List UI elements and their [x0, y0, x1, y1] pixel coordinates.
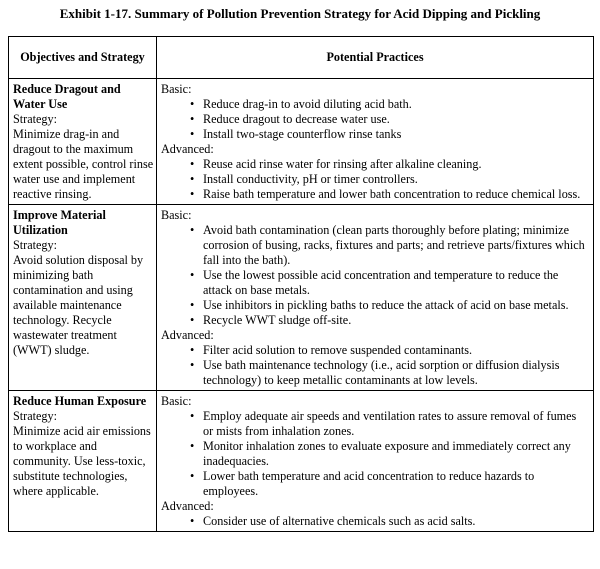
- objective-cell: [9, 79, 157, 205]
- basic-label: Basic:: [161, 82, 192, 96]
- strategy-label: Strategy:: [13, 409, 58, 423]
- basic-list: [161, 223, 589, 328]
- objective-title: Reduce Dragout and Water Use: [13, 82, 121, 111]
- advanced-label: Advanced:: [161, 142, 214, 156]
- list-item: • Use inhibitors in pickling baths to reduce the attack of acid on base metals.: [203, 298, 589, 313]
- list-item: • Avoid bath contamination (clean parts thoroughly before plating; minimize corrosion of busing, racks, fixtures and parts; and retrieve parts/fixtures which fall into the bath).: [203, 223, 589, 268]
- list-item: • Install conductivity, pH or timer controllers.: [203, 172, 589, 187]
- list-item: • Use the lowest possible acid concentration and temperature to reduce the attack on base metals.: [203, 268, 589, 298]
- list-item: • Recycle WWT sludge off-site.: [203, 313, 589, 328]
- list-item: • Monitor inhalation zones to evaluate exposure and immediately correct any inadequacies.: [203, 439, 589, 469]
- practices-cell: [157, 205, 594, 391]
- strategy-text: Avoid solution disposal by minimizing bath contamination and using available maintenance technology. Recycle wastewater treatment (WWT) sludge.: [13, 253, 144, 357]
- list-item: • Consider use of alternative chemicals such as acid salts.: [203, 514, 589, 529]
- table-row: [9, 79, 594, 205]
- strategy-label: Strategy:: [13, 238, 58, 252]
- basic-list: [161, 409, 589, 499]
- advanced-list: [161, 514, 589, 529]
- list-item: • Raise bath temperature and lower bath concentration to reduce chemical loss.: [203, 187, 589, 202]
- advanced-list: [161, 343, 589, 388]
- basic-label: Basic:: [161, 208, 192, 222]
- header-objectives-strategy: Objectives and Strategy: [9, 37, 157, 79]
- header-row: [9, 37, 594, 79]
- table-body: [9, 79, 594, 532]
- exhibit-title: Exhibit 1-17. Summary of Pollution Prevention Strategy for Acid Dipping and Pickling: [59, 6, 541, 21]
- list-item: • Lower bath temperature and acid concentration to reduce hazards to employees.: [203, 469, 589, 499]
- list-item: • Reuse acid rinse water for rinsing after alkaline cleaning.: [203, 157, 589, 172]
- advanced-label: Advanced:: [161, 328, 214, 342]
- list-item: • Install two-stage counterflow rinse tanks: [203, 127, 589, 142]
- advanced-list: [161, 157, 589, 202]
- basic-list: [161, 97, 589, 142]
- list-item: • Filter acid solution to remove suspended contaminants.: [203, 343, 589, 358]
- practices-cell: [157, 391, 594, 532]
- header-potential-practices: Potential Practices: [157, 37, 594, 79]
- strategy-table: [8, 36, 594, 532]
- strategy-label: Strategy:: [13, 112, 58, 126]
- advanced-label: Advanced:: [161, 499, 214, 513]
- practices-cell: [157, 79, 594, 205]
- objective-title: Reduce Human Exposure: [13, 394, 147, 408]
- basic-label: Basic:: [161, 394, 192, 408]
- list-item: • Employ adequate air speeds and ventilation rates to assure removal of fumes or mists from inhalation zones.: [203, 409, 589, 439]
- strategy-text: Minimize drag-in and dragout to the maximum extent possible, control rinse water use and implement reactive rinsing.: [13, 127, 154, 201]
- list-item: • Use bath maintenance technology (i.e., acid sorption or diffusion dialysis technology) to keep metallic contaminants at low levels.: [203, 358, 589, 388]
- table-row: [9, 391, 594, 532]
- strategy-text: Minimize acid air emissions to workplace and community. Use less-toxic, substitute technologies, where applicable.: [13, 424, 151, 498]
- table-row: [9, 205, 594, 391]
- list-item: • Reduce drag-in to avoid diluting acid bath.: [203, 97, 589, 112]
- objective-title: Improve Material Utilization: [13, 208, 106, 237]
- objective-cell: [9, 391, 157, 532]
- list-item: • Reduce dragout to decrease water use.: [203, 112, 589, 127]
- objective-cell: [9, 205, 157, 391]
